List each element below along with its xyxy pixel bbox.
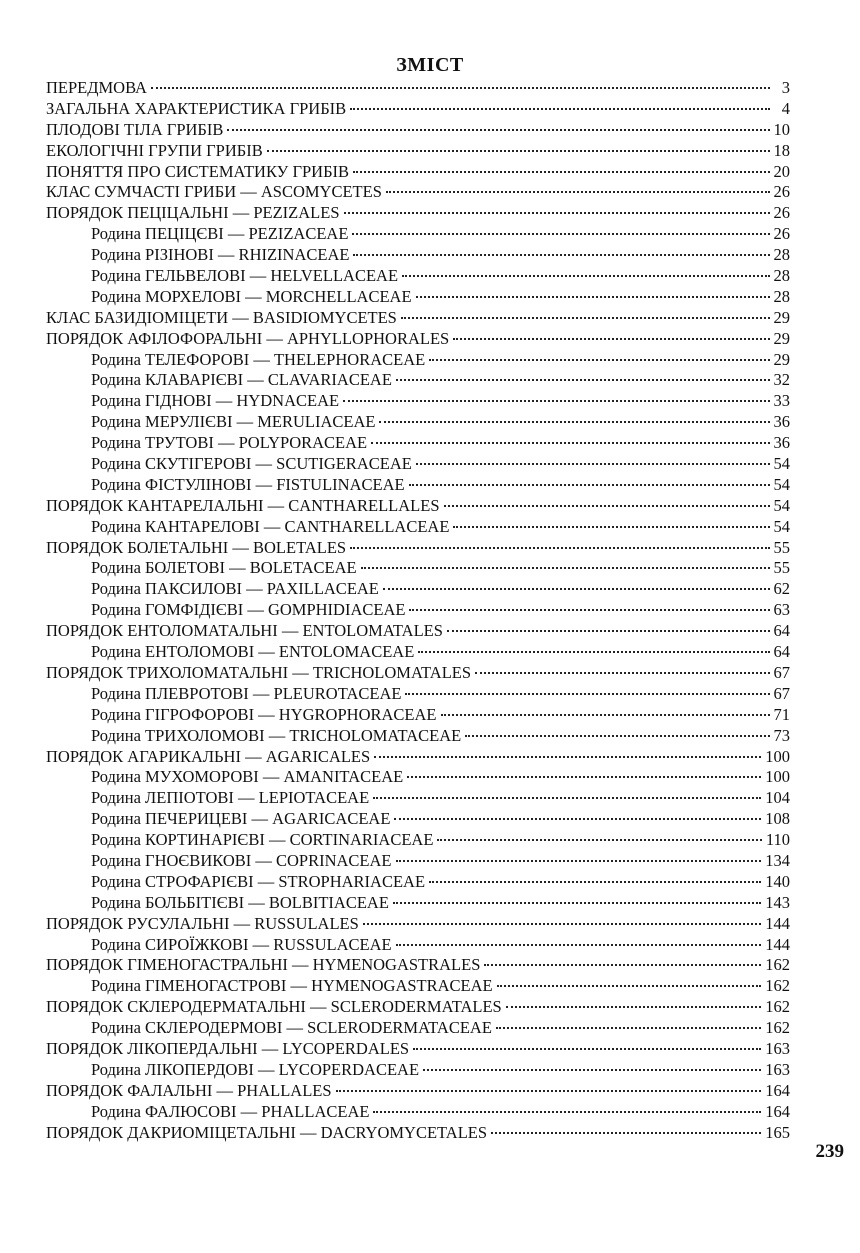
toc-entry-title: Родина КЛАВАРІЄВІ — CLAVARIACEAE <box>91 370 392 390</box>
dot-leader <box>379 421 769 423</box>
dot-leader <box>453 338 769 340</box>
page-number: 239 <box>815 1141 844 1162</box>
toc-entry-title: ПОРЯДОК АФІЛОФОРАЛЬНІ — APHYLLOPHORALES <box>46 328 450 348</box>
toc-entry-page: 71 <box>773 704 790 724</box>
toc-entry-page: 36 <box>773 433 790 453</box>
toc-entry-title: Родина ФАЛЮСОВІ — PHALLACEAE <box>91 1101 370 1121</box>
toc-entry-title: Родина ГЕЛЬВЕЛОВІ — HELVELLACEAE <box>91 266 399 286</box>
toc-entry-title: Родина СТРОФАРІЄВІ — STROPHARIACEAE <box>91 871 426 891</box>
toc-subentry <box>46 433 790 454</box>
toc-entry <box>46 621 790 642</box>
toc-entry-page: 162 <box>765 1018 790 1038</box>
toc-entry-title: ПОРЯДОК ЕНТОЛОМАТАЛЬНІ — ENTOLOMATALES <box>46 621 443 641</box>
toc-entry-title: Родина МОРХЕЛОВІ — MORCHELLACEAE <box>91 286 412 306</box>
toc-subentry <box>46 245 790 266</box>
toc-entry <box>46 162 790 183</box>
dot-leader <box>497 985 762 987</box>
toc-entry-page: 164 <box>765 1101 790 1121</box>
toc-entry-page: 29 <box>773 349 790 369</box>
toc-entry-page: 26 <box>773 203 790 223</box>
toc-entry-page: 164 <box>765 1080 790 1100</box>
toc-entry-title: Родина ПЕЧЕРИЦЕВІ — AGARICACEAE <box>91 809 391 829</box>
toc-subentry <box>46 1102 790 1123</box>
dot-leader <box>151 87 770 89</box>
dot-leader <box>429 881 761 883</box>
toc-entry-page: 144 <box>765 913 790 933</box>
toc-entry-title: ПОРЯДОК ЛІКОПЕРДАЛЬНІ — LYCOPERDALES <box>46 1038 410 1058</box>
toc-entry-page: 55 <box>773 558 790 578</box>
dot-leader <box>371 442 769 444</box>
toc-entry-page: 54 <box>773 495 790 515</box>
dot-leader <box>429 359 769 361</box>
toc-entry-page: 100 <box>765 767 790 787</box>
toc-entry-page: 26 <box>773 182 790 202</box>
toc-entry <box>46 496 790 517</box>
toc-entry <box>46 308 790 329</box>
dot-leader <box>444 505 770 507</box>
dot-leader <box>350 108 770 110</box>
page-title: ЗМІСТ <box>396 54 464 76</box>
dot-leader <box>350 547 769 549</box>
dot-leader <box>344 212 770 214</box>
toc-subentry <box>46 266 790 287</box>
toc-entry <box>46 538 790 559</box>
toc-entry-title: КЛАС БАЗИДІОМІЦЕТИ — BASIDIOMYCETES <box>46 307 397 327</box>
toc-entry <box>46 1039 790 1060</box>
toc-entry-page: 29 <box>773 307 790 327</box>
toc-entry-page: 29 <box>773 328 790 348</box>
toc-entry-title: Родина БОЛЕТОВІ — BOLETACEAE <box>91 558 357 578</box>
toc-entry <box>46 914 790 935</box>
toc-entry-page: 63 <box>773 600 790 620</box>
toc-entry-title: Родина ГОМФІДІЄВІ — GOMPHIDIACEAE <box>91 600 406 620</box>
toc-entry-page: 54 <box>773 454 790 474</box>
dot-leader <box>416 296 770 298</box>
toc-entry-page: 26 <box>773 224 790 244</box>
toc-entry-page: 163 <box>765 1059 790 1079</box>
toc-entry-title: ПЕРЕДМОВА <box>46 78 147 97</box>
toc-entry <box>46 182 790 203</box>
toc-entry <box>46 141 790 162</box>
toc-entry <box>46 747 790 768</box>
toc-entry-page: 64 <box>773 642 790 662</box>
dot-leader <box>416 463 770 465</box>
dot-leader <box>447 630 770 632</box>
dot-leader <box>418 651 769 653</box>
toc-entry-page: 134 <box>765 850 790 870</box>
toc-entry-title: Родина СКУТІГЕРОВІ — SCUTIGERACEAE <box>91 454 412 474</box>
toc-entry-page: 104 <box>765 788 790 808</box>
dot-leader <box>484 964 761 966</box>
toc-subentry <box>46 1060 790 1081</box>
toc-entry-title: Родина ГІМЕНОГАСТРОВІ — HYMENOGASTRACEAE <box>91 976 493 996</box>
dot-leader <box>336 1090 762 1092</box>
toc-entry-title: ПОРЯДОК ПЕЦІЦАЛЬНІ — PEZIZALES <box>46 203 340 223</box>
toc-entry-title: ПОРЯДОК РУСУЛАЛЬНІ — RUSSULALES <box>46 913 359 933</box>
toc-entry-title: Родина СКЛЕРОДЕРМОВІ — SCLERODERMATACEAE <box>91 1018 492 1038</box>
toc-entry-title: ПОРЯДОК ГІМЕНОГАСТРАЛЬНІ — HYMENOGASTRALES <box>46 955 481 975</box>
toc-subentry <box>46 517 790 538</box>
toc-subentry <box>46 454 790 475</box>
toc-entry-page: 67 <box>773 683 790 703</box>
toc-entry-page: 28 <box>773 266 790 286</box>
toc-subentry <box>46 851 790 872</box>
toc-entry-title: ПОРЯДОК КАНТАРЕЛАЛЬНІ — CANTHARELLALES <box>46 495 440 515</box>
dot-leader <box>353 171 769 173</box>
toc-entry-page: 165 <box>765 1122 790 1142</box>
toc-entry-page: 100 <box>765 746 790 766</box>
toc-entry <box>46 663 790 684</box>
dot-leader <box>465 735 769 737</box>
toc-entry-title: ЕКОЛОГІЧНІ ГРУПИ ГРИБІВ <box>46 140 263 160</box>
dot-leader <box>407 776 761 778</box>
toc-entry-title: ПОРЯДОК ФАЛАЛЬНІ — PHALLALES <box>46 1080 332 1100</box>
toc-entry-page: 162 <box>765 955 790 975</box>
toc-entry-title: Родина МУХОМОРОВІ — AMANITACEAE <box>91 767 404 787</box>
dot-leader <box>496 1027 761 1029</box>
toc-entry-page: 73 <box>773 725 790 745</box>
toc-subentry <box>46 579 790 600</box>
toc-entry-title: ПОРЯДОК ДАКРИОМІЦЕТАЛЬНІ — DACRYOMYCETALES <box>46 1122 488 1142</box>
toc-subentry <box>46 684 790 705</box>
dot-leader <box>409 484 770 486</box>
toc-entry-title: Родина СИРОЇЖКОВІ — RUSSULACEAE <box>91 934 392 954</box>
dot-leader <box>475 672 769 674</box>
toc-subentry <box>46 558 790 579</box>
dot-leader <box>437 839 761 841</box>
toc-entry-title: Родина ЕНТОЛОМОВІ — ENTOLOMACEAE <box>91 642 415 662</box>
dot-leader <box>363 923 761 925</box>
toc-entry-page: 18 <box>773 140 790 160</box>
toc-entry-page: 20 <box>773 161 790 181</box>
dot-leader <box>441 714 770 716</box>
dot-leader <box>227 129 769 131</box>
toc-entry-title: Родина ПЕЦІЦЄВІ — PEZIZACEAE <box>91 224 349 244</box>
toc-subentry <box>46 976 790 997</box>
dot-leader <box>405 693 769 695</box>
toc-subentry <box>46 350 790 371</box>
toc-entry-page: 55 <box>773 537 790 557</box>
toc-entry-title: Родина БОЛЬБІТІЄВІ — BOLBITIACEAE <box>91 892 389 912</box>
dot-leader <box>267 150 770 152</box>
toc-subentry <box>46 642 790 663</box>
toc-subentry <box>46 935 790 956</box>
toc-entry-page: 28 <box>773 286 790 306</box>
toc-entry <box>46 78 790 99</box>
toc-subentry <box>46 287 790 308</box>
toc-subentry <box>46 726 790 747</box>
dot-leader <box>373 797 761 799</box>
toc-entry-page: 36 <box>773 412 790 432</box>
toc-entry-title: ПОРЯДОК БОЛЕТАЛЬНІ — BOLETALES <box>46 537 347 557</box>
toc-entry-title: Родина КАНТАРЕЛОВІ — CANTHARELLACEAE <box>91 516 450 536</box>
toc-entry-title: Родина ГНОЄВИКОВІ — COPRINACEAE <box>91 850 392 870</box>
toc-entry-page: 162 <box>765 976 790 996</box>
toc-entry-page: 54 <box>773 516 790 536</box>
toc-entry-title: КЛАС СУМЧАСТІ ГРИБИ — ASCOMYCETES <box>46 182 382 202</box>
toc-entry-title: ПОРЯДОК СКЛЕРОДЕРМАТАЛЬНІ — SCLERODERMATALES <box>46 997 502 1017</box>
dot-leader <box>401 317 770 319</box>
toc-subentry <box>46 412 790 433</box>
toc-subentry <box>46 767 790 788</box>
toc-entry-page: 32 <box>773 370 790 390</box>
dot-leader <box>453 526 769 528</box>
toc-entry-title: Родина ТРУТОВІ — POLYPORACEAE <box>91 433 368 453</box>
toc-entry <box>46 99 790 120</box>
toc-entry-title: Родина ЛЕПІОТОВІ — LEPIOTACEAE <box>91 788 370 808</box>
dot-leader <box>352 233 769 235</box>
toc-subentry <box>46 1018 790 1039</box>
toc-subentry <box>46 600 790 621</box>
toc-subentry <box>46 872 790 893</box>
toc-entry-page: 3 <box>781 78 790 97</box>
toc-entry-title: Родина РІЗІНОВІ — RHIZINACEAE <box>91 245 350 265</box>
toc-entry-title: Родина ЛІКОПЕРДОВІ — LYCOPERDACEAE <box>91 1059 420 1079</box>
toc-entry-page: 4 <box>781 98 790 118</box>
toc-entry-title: ПЛОДОВІ ТІЛА ГРИБІВ <box>46 119 224 139</box>
toc-subentry <box>46 391 790 412</box>
dot-leader <box>409 609 769 611</box>
dot-leader <box>396 860 762 862</box>
dot-leader <box>423 1069 761 1071</box>
toc-entry-title: Родина МЕРУЛІЄВІ — MERULIACEAE <box>91 412 376 432</box>
toc-entry-title: Родина ФІСТУЛІНОВІ — FISTULINACEAE <box>91 474 405 494</box>
toc-subentry <box>46 224 790 245</box>
toc-entry-page: 162 <box>765 997 790 1017</box>
toc-entry-title: ПОНЯТТЯ ПРО СИСТЕМАТИКУ ГРИБІВ <box>46 161 350 181</box>
toc-entry <box>46 1081 790 1102</box>
toc-entry <box>46 1123 790 1144</box>
dot-leader <box>343 400 769 402</box>
toc-entry-page: 108 <box>765 809 790 829</box>
dot-leader <box>396 944 762 946</box>
dot-leader <box>353 254 769 256</box>
toc-entry-title: Родина ГІГРОФОРОВІ — HYGROPHORACEAE <box>91 704 437 724</box>
dot-leader <box>413 1048 761 1050</box>
toc-entry-page: 144 <box>765 934 790 954</box>
dot-leader <box>491 1132 761 1134</box>
toc-entry-title: Родина ПЛЕВРОТОВІ — PLEUROTACEAE <box>91 683 402 703</box>
toc-subentry <box>46 705 790 726</box>
dot-leader <box>402 275 769 277</box>
toc-subentry <box>46 788 790 809</box>
toc-entry-title: Родина ГІДНОВІ — HYDNACEAE <box>91 391 340 411</box>
toc-entry-title: Родина ТРИХОЛОМОВІ — TRICHOLOMATACEAE <box>91 725 462 745</box>
toc-entry-page: 10 <box>773 119 790 139</box>
dot-leader <box>386 191 770 193</box>
toc-subentry <box>46 830 790 851</box>
toc-entry <box>46 997 790 1018</box>
dot-leader <box>374 756 761 758</box>
dot-leader <box>394 818 761 820</box>
toc-subentry <box>46 370 790 391</box>
dot-leader <box>373 1111 761 1113</box>
toc-entry-page: 140 <box>765 871 790 891</box>
toc-entry-page: 54 <box>773 474 790 494</box>
toc-entry <box>46 120 790 141</box>
toc-entry-page: 110 <box>765 830 790 850</box>
toc-entry-page: 28 <box>773 245 790 265</box>
dot-leader <box>361 567 770 569</box>
toc-entry-title: ПОРЯДОК АГАРИКАЛЬНІ — AGARICALES <box>46 746 371 766</box>
toc-entry-title: Родина ТЕЛЕФОРОВІ — THELEPHORACEAE <box>91 349 426 369</box>
toc-entry-page: 33 <box>773 391 790 411</box>
toc-entry-title: ПОРЯДОК ТРИХОЛОМАТАЛЬНІ — TRICHOLOMATALES <box>46 662 472 682</box>
toc-entry-page: 163 <box>765 1038 790 1058</box>
toc-subentry <box>46 809 790 830</box>
toc-entry-page: 62 <box>773 579 790 599</box>
toc-subentry <box>46 475 790 496</box>
toc-entry-title: ЗАГАЛЬНА ХАРАКТЕРИСТИКА ГРИБІВ <box>46 98 347 118</box>
toc-entry <box>46 955 790 976</box>
toc-entry-page: 143 <box>765 892 790 912</box>
toc-entry-title: Родина ПАКСИЛОВІ — PAXILLACEAE <box>91 579 379 599</box>
dot-leader <box>383 588 770 590</box>
toc-entry-page: 64 <box>773 621 790 641</box>
dot-leader <box>506 1006 762 1008</box>
toc-entry <box>46 203 790 224</box>
toc-entry-title: Родина КОРТИНАРІЄВІ — CORTINARIACEAE <box>91 830 434 850</box>
toc-entry-page: 67 <box>773 662 790 682</box>
toc-entry <box>46 329 790 350</box>
toc-subentry <box>46 893 790 914</box>
dot-leader <box>396 379 770 381</box>
dot-leader <box>393 902 761 904</box>
table-of-contents <box>46 78 790 1143</box>
